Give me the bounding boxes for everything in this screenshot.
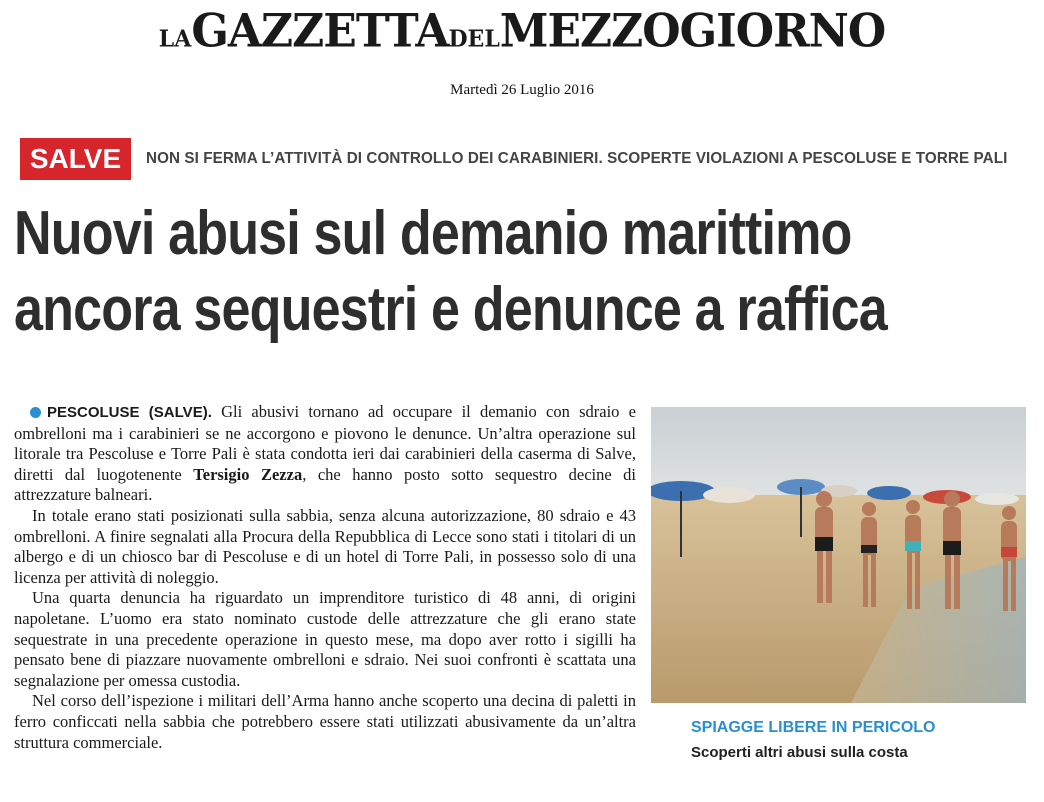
dateline: PESCOLUSE (SALVE). xyxy=(47,404,212,421)
paragraph-1 xyxy=(14,402,636,506)
masthead-part1: GAZZETTA xyxy=(191,4,449,59)
headline-line-2: ancora sequestri e denunce a raffica xyxy=(14,275,887,344)
headline-line-1: Nuovi abusi sul demanio marittimo xyxy=(14,199,852,268)
section-tag: SALVE xyxy=(20,138,131,180)
paragraph-3: Una quarta denuncia ha riguardato un imprenditore turistico di 48 anni, di origini napoletane. L’uomo era stato nominato custode delle attrezzature che gli erano state sequestrate in una precedente operazione in questo mese, ma dopo aver rotto i sigilli ha pensato bene di piazzare nuovamente ombrelloni e sdraio. Nei suoi confronti è scattata una segnalazione per omessa custodia. xyxy=(14,588,636,690)
issue-date: Martedì 26 Luglio 2016 xyxy=(450,82,594,98)
kicker-subheadline: NON SI FERMA L’ATTIVITÀ DI CONTROLLO DEI CARABINIERI. SCOPERTE VIOLAZIONI A PESCOLUSE E TORRE PALI xyxy=(146,150,1008,167)
article-body xyxy=(14,402,636,753)
masthead-prefix: LA xyxy=(158,25,192,54)
photo-caption-title: SPIAGGE LIBERE IN PERICOLO xyxy=(691,719,936,736)
paragraph-1-text: Gli abusivi tornano ad occupare il demanio con sdraio e ombrelloni ma i carabinieri se ne accorgono e piovono le denunce. Un’altra operazione sul litorale tra Pescoluse e Torre Pali è stata condotta ieri dai carabinieri della caserma di Salve, diretti dal luogotenente xyxy=(14,402,636,484)
paragraph-4: Nel corso dell’ispezione i militari dell’Arma hanno anche scoperto una decina di paletti in ferro conficcati nella sabbia che potrebbero essere stati utilizzati abusivamente da un’altra struttura commerciale. xyxy=(14,691,636,752)
headline xyxy=(14,196,887,348)
beach-photo xyxy=(651,407,1026,703)
person-name: Tersigio Zezza xyxy=(193,464,303,484)
paragraph-2: In totale erano stati posizionati sulla sabbia, senza alcuna autorizzazione, 80 sdraio e 43 ombrelloni. A finire segnalati alla Procura della Repubblica di Lecce sono stati i titolari di un albergo e di un chiosco bar di Pescoluse e di un hotel di Torre Pali, in possesso solo di una licenza per attività di noleggio. xyxy=(14,505,636,587)
masthead-connector: DEL xyxy=(448,25,500,54)
masthead-part2: MEZZOGIORNO xyxy=(499,4,886,59)
photo-caption-subtitle: Scoperti altri abusi sulla costa xyxy=(691,744,908,761)
bullet-dot-icon xyxy=(30,407,41,418)
beach-photo-image xyxy=(651,407,1026,703)
paragraph-1-end: , che hanno posto sotto sequestro decine di attrezzature balneari. xyxy=(14,464,637,505)
newspaper-masthead xyxy=(0,5,1044,59)
